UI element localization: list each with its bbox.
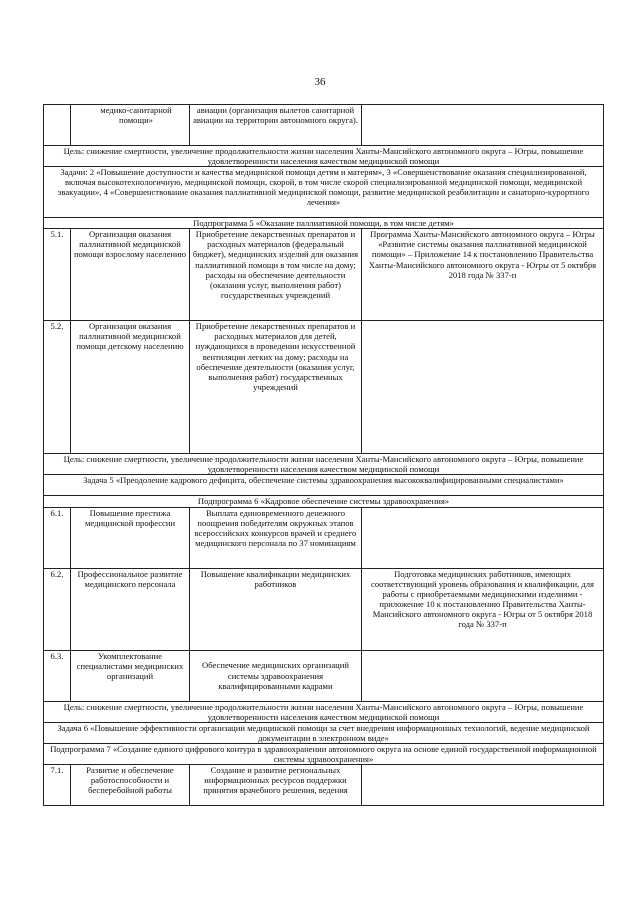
cell-event-name: Организация оказания паллиативной медицинской помощи детскому населению [71,321,190,454]
cell-event-name: Профессиональное развитие медицинского персонала [71,568,190,650]
cell-activity: Выплата единовременного денежного поощрения победителям окружных этапов всероссийских конкурсов врачей и среднего медицинского персонала по 37 номинациям [190,507,362,568]
subprogram-row: Подпрограмма 7 «Создание единого цифрового контура в здравоохранении автономного округа на основе единой государственной информационной системы здравоохранения» [44,743,604,764]
cell-document [362,765,604,806]
cell-activity: Повышение квалификации медицинских работников [190,568,362,650]
table-row [44,568,604,650]
cell-number: 5.2. [44,321,71,454]
page-number: 36 [314,76,326,88]
cell-activity: Приобретение лекарственных препаратов и расходных материалов (федеральный бюджет), медицинских изделий для оказания паллиативной помощи в том числе на дому; расходы на обеспечение деятельности (оказания услуг, выполнения работ) государственных учреждений [190,229,362,321]
goal-row: Цель: снижение смертности, увеличение продолжительности жизни населения Ханты-Мансийского автономного округа – Югры, повышение удовлетворенности населения качеством медицинской помощи [44,454,604,475]
table-row [44,701,604,722]
table-row [44,146,604,167]
table-row [44,722,604,743]
cell-activity: Приобретение лекарственных препаратов и расходных материалов для детей, нуждающихся в проведении искусственной вентиляции легких на дому; расходы на обеспечение деятельности (оказания услуг, выполнения работ) государственных учреждений [190,321,362,454]
goal-row: Цель: снижение смертности, увеличение продолжительности жизни населения Ханты-Мансийского автономного округа – Югры, повышение удовлетворенности населения качеством медицинской помощи [44,701,604,722]
cell-activity: Обеспечение медицинских организаций системы здравоохранения квалифицированными кадрами [190,650,362,701]
cell-event-name: Организация оказания паллиативной медицинской помощи взрослому населению [71,229,190,321]
subprogram-row: Подпрограмма 6 «Кадровое обеспечение системы здравоохранения» [44,496,604,507]
table-row [44,321,604,454]
cell-activity: Создание и развитие региональных информационных ресурсов поддержки принятия врачебного решения, ведения [190,765,362,806]
table-row [44,496,604,507]
cell-event-name: медико-санитарной помощи» [71,105,190,146]
tasks-row: Задачи: 2 «Повышение доступности и качества медицинской помощи детям и матерям», 3 «Совершенствование оказания специализированной, включая высокотехнологичную, медицинской помощи, скорой, в том числе скорой специализированной медицинской помощи, медицинской эвакуации», 4 «Совершенствование оказания паллиативной медицинской помощи, развитие медицинской реабилитации и санаторно-курортного лечения» [44,167,604,218]
table-row [44,105,604,146]
table-row [44,743,604,764]
program-table [43,104,604,806]
cell-document [362,650,604,701]
cell-document [362,105,604,146]
table-row [44,454,604,475]
table-row [44,765,604,806]
cell-event-name: Повышение престижа медицинской профессии [71,507,190,568]
cell-document: Подготовка медицинских работников, имеющих соответствующий уровень образования и квалификации, для работы с приобретаемыми медицинскими изделиями - приложение 10 к постановлению Правительства Ханты-Мансийского автономного округа - Югры от 5 октября 2018 года № 337-п [362,568,604,650]
cell-number: 6.1. [44,507,71,568]
task-row: Задача 5 «Преодоление кадрового дефицита, обеспечение системы здравоохранения высококвалифицированными специалистами» [44,475,604,496]
cell-event-name: Развитие и обеспечение работоспособности и бесперебойной работы [71,765,190,806]
table-row [44,229,604,321]
cell-document: Программа Ханты-Мансийского автономного округа – Югры «Развитие системы оказания паллиативной медицинской помощи» – Приложение 14 к постановлению Правительства Ханты-Мансийского автономного округа - Югры от 5 октября 2018 года № 337-п [362,229,604,321]
subprogram-row: Подпрограмма 5 «Оказание паллиативной помощи, в том числе детям» [44,218,604,229]
cell-number: 7.1. [44,765,71,806]
cell-event-name: Укомплектование специалистами медицинских организаций [71,650,190,701]
goal-row: Цель: снижение смертности, увеличение продолжительности жизни населения Ханты-Мансийского автономного округа – Югры, повышение удовлетворенности населения качеством медицинской помощи [44,146,604,167]
cell-document [362,507,604,568]
cell-document [362,321,604,454]
table-row [44,507,604,568]
table-row [44,167,604,218]
table-row [44,475,604,496]
cell-number: 6.2. [44,568,71,650]
cell-number: 5.1. [44,229,71,321]
task-row: Задача 6 «Повышение эффективности организации медицинской помощи за счет внедрения информационных технологий, ведение медицинской документации в электронном виде» [44,722,604,743]
cell-number: 6.3. [44,650,71,701]
table-row [44,218,604,229]
cell-number [44,105,71,146]
cell-activity: авиации (организация вылетов санитарной авиации на территории автономного округа). [190,105,362,146]
table-row [44,650,604,701]
